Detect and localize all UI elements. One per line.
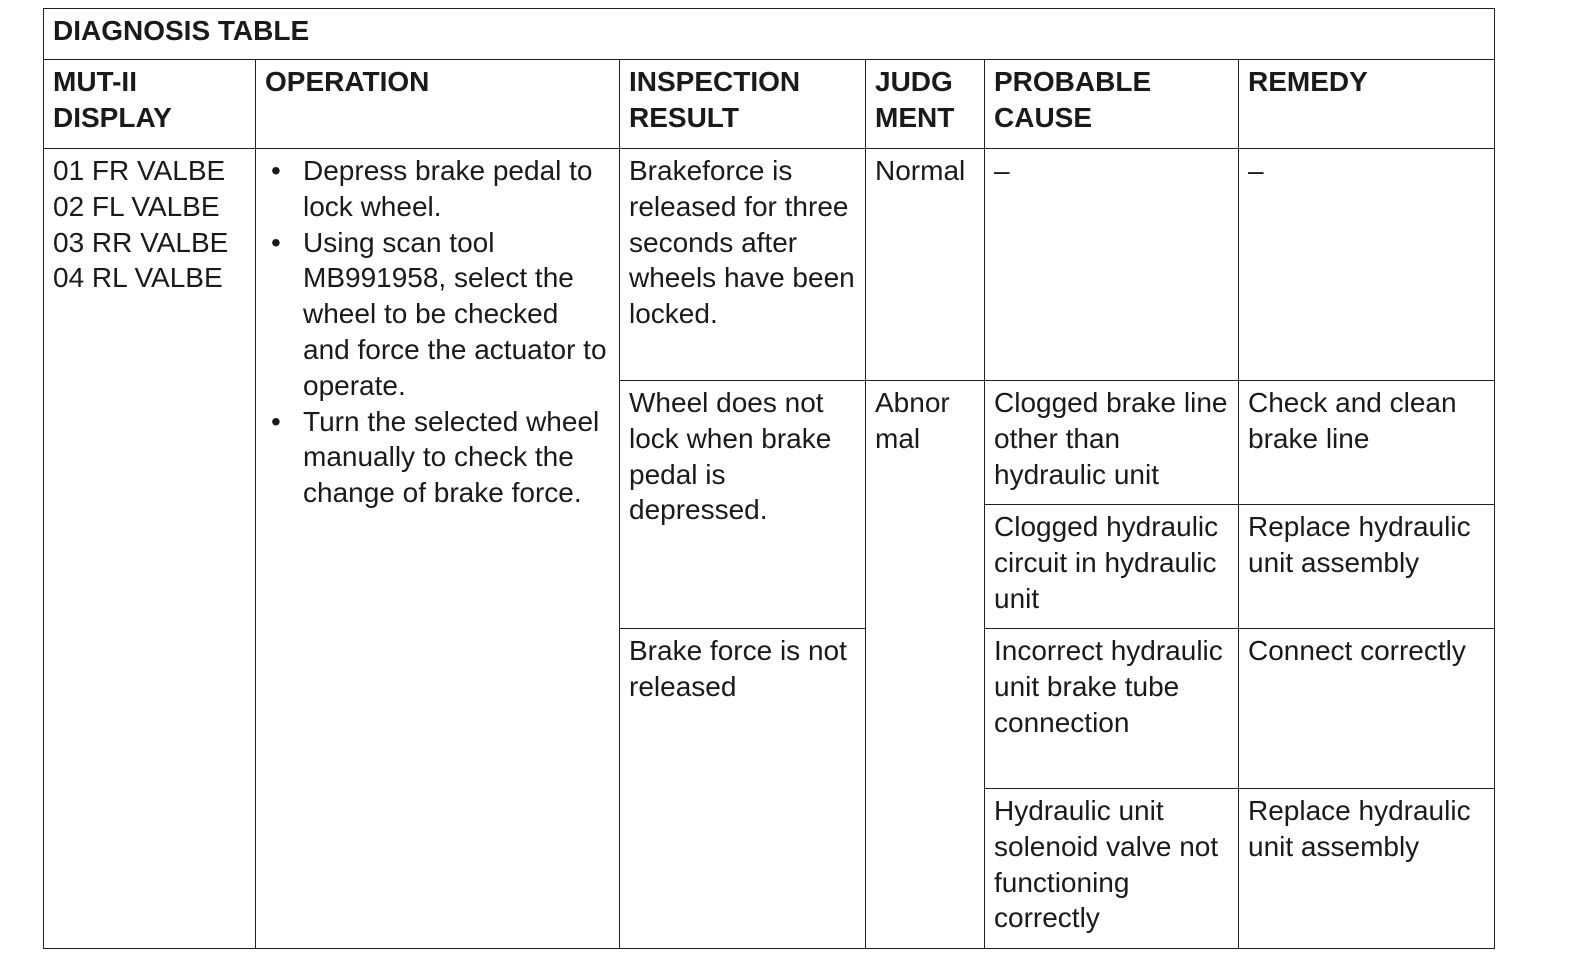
header-operation: OPERATION: [256, 60, 620, 149]
remedy-normal: [1239, 149, 1495, 381]
display-item: 01 FR VALBE: [53, 155, 226, 186]
remedy-dash: –: [1248, 155, 1264, 186]
table-row: [44, 149, 1495, 381]
probable-cause: Hydraulic unit solenoid valve not functioning correctly: [985, 789, 1239, 949]
probable-cause: Clogged hydraulic circuit in hydraulic unit: [985, 505, 1239, 629]
header-mut-display-line: DISPLAY: [53, 101, 172, 133]
diagnosis-table: [43, 8, 1495, 949]
mut-display-cell: [44, 149, 256, 949]
inspection-result-no-lock: Wheel does not lock when brake pedal is depressed.: [620, 381, 866, 629]
header-mut-display-line: MUT-II: [53, 66, 137, 97]
judgment-abnormal-line: Abnor: [875, 387, 950, 418]
header-inspection-result: [620, 60, 866, 149]
inspection-result-normal: Brakeforce is released for three seconds after wheels have been locked.: [620, 149, 866, 381]
title-row: [44, 9, 1495, 60]
cause-dash: –: [994, 155, 1010, 186]
display-item: 04 RL VALBE: [53, 262, 223, 294]
header-inspection-line: INSPECTION: [629, 66, 801, 97]
header-judgment: [866, 60, 985, 149]
header-judgment-line: MENT: [875, 101, 955, 133]
header-judgment-line: JUDG: [875, 66, 953, 97]
remedy: Replace hydraulic unit assembly: [1239, 789, 1495, 949]
header-inspection-line: RESULT: [629, 101, 739, 133]
header-cause-line: CAUSE: [994, 101, 1093, 133]
operation-cell: [256, 149, 620, 949]
table-title: DIAGNOSIS TABLE: [44, 9, 1495, 60]
cause-normal: [985, 149, 1239, 381]
header-cause-line: PROBABLE: [994, 66, 1152, 97]
display-item: 03 RR VALBE: [53, 226, 229, 258]
operation-step: • Using scan tool MB991958, select the wheel to be checked and force the actuator to operate.: [265, 225, 611, 404]
header-row: [44, 60, 1495, 149]
judgment-abnormal-line: mal: [875, 422, 921, 454]
operation-step: • Turn the selected wheel manually to check the change of brake force.: [265, 404, 611, 511]
inspection-result-not-released: Brake force is not released: [620, 629, 866, 949]
remedy: Connect correctly: [1239, 629, 1495, 789]
display-item: 02 FL VALBE: [53, 190, 220, 222]
probable-cause: Incorrect hydraulic unit brake tube connection: [985, 629, 1239, 789]
judgment-abnormal: [866, 381, 985, 949]
operation-step: • Depress brake pedal to lock wheel.: [265, 153, 611, 225]
header-remedy: REMEDY: [1239, 60, 1495, 149]
header-probable-cause: [985, 60, 1239, 149]
header-mut-display: [44, 60, 256, 149]
operation-list: [265, 153, 611, 511]
probable-cause: Clogged brake line other than hydraulic unit: [985, 381, 1239, 505]
remedy: Check and clean brake line: [1239, 381, 1495, 505]
remedy: Replace hydraulic unit assembly: [1239, 505, 1495, 629]
judgment-normal: Normal: [866, 149, 985, 381]
